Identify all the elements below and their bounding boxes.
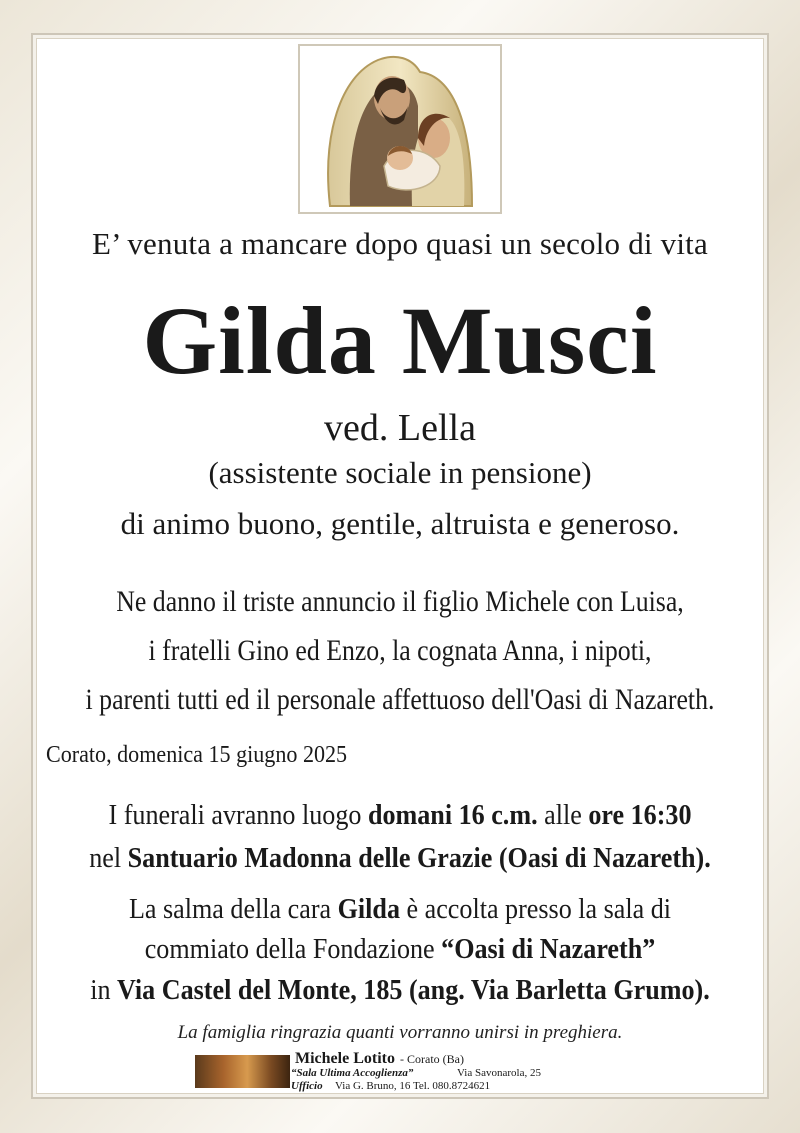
funeral-text: commiato della Fondazione: [144, 933, 442, 965]
funeral-line: [68, 933, 732, 966]
intro-text: E’ venuta a mancare dopo quasi un secolo di vita: [92, 226, 708, 261]
funeral-text: alle: [537, 799, 589, 831]
funeral-text: La salma della cara: [128, 893, 338, 925]
funeral-line: [68, 974, 732, 1007]
agency-sala-address: Via Savonarola, 25: [457, 1067, 541, 1079]
funeral-text: in: [90, 974, 118, 1006]
funeral-text: I funerali avranno luogo: [108, 799, 368, 831]
funeral-day: domani 16 c.m.: [367, 799, 538, 831]
funeral-line: [68, 893, 732, 926]
funeral-text: è accolta presso la sala di: [400, 893, 672, 925]
holy-family-icon: [298, 44, 502, 214]
funeral-name: Gilda: [337, 893, 400, 925]
agency-name: Michele Lotito: [295, 1050, 395, 1067]
profession-text: (assistente sociale in pensione): [208, 455, 592, 490]
funeral-church: Santuario Madonna delle Grazie (Oasi di Nazareth).: [127, 842, 711, 874]
place-date: Corato, domenica 15 giugno 2025: [46, 742, 348, 768]
deceased-name: Gilda Musci: [142, 287, 658, 394]
thanks-text: La famiglia ringrazia quanti vorranno unirsi in preghiera.: [177, 1022, 623, 1043]
virtues-text: di animo buono, gentile, altruista e generoso.: [120, 506, 680, 541]
agency-sala: “Sala Ultima Accoglienza”: [291, 1067, 414, 1079]
funeral-line: [68, 799, 732, 832]
announcement-line: i fratelli Gino ed Enzo, la cognata Anna, i nipoti,: [148, 634, 652, 667]
funeral-agency: [195, 1052, 615, 1092]
agency-city: - Corato (Ba): [400, 1052, 464, 1066]
announcement-line: i parenti tutti ed il personale affettuoso dell'Oasi di Nazareth.: [85, 683, 715, 716]
widow-of-text: ved. Lella: [324, 407, 476, 449]
agency-photo: [195, 1055, 290, 1088]
announcement-line: Ne danno il triste annuncio il figlio Michele con Luisa,: [116, 585, 684, 618]
funeral-line: [68, 842, 732, 875]
funeral-foundation: “Oasi di Nazareth”: [441, 933, 656, 965]
agency-office-label: Ufficio: [291, 1080, 323, 1092]
funeral-time: ore 16:30: [588, 799, 692, 831]
agency-office-address: Via G. Bruno, 16 Tel. 080.8724621: [335, 1080, 491, 1092]
funeral-text: nel: [89, 842, 128, 874]
funeral-address: Via Castel del Monte, 185 (ang. Via Barletta Grumo).: [117, 974, 710, 1006]
